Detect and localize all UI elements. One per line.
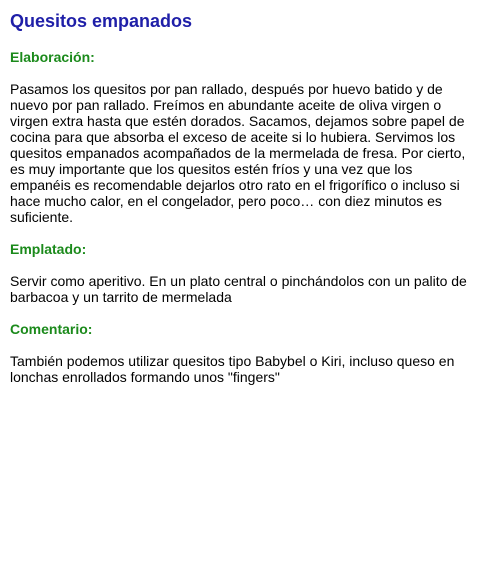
page-title: Quesitos empanados — [10, 11, 193, 31]
section-heading-emplatado: Emplatado: — [10, 241, 87, 257]
section-elaboracion — [10, 49, 473, 225]
section-heading-comentario: Comentario: — [10, 321, 93, 337]
section-emplatado — [10, 241, 473, 305]
section-text-elaboracion: Pasamos los quesitos por pan rallado, después por huevo batido y de nuevo por pan rallado. Freímos en abundante aceite de oliva virgen o virgen extra hasta que estén dorados. Sacamos, dejamos sobre papel de cocina para que absorba el exceso de aceite si lo hubiera. Servimos los quesitos empanados acompañados de la mermelada de fresa. Por cierto, es muy importante que los quesitos estén fríos y una vez que los empanéis es recomendable dejarlos otro rato en el frigorífico o incluso si hace mucho calor, en el congelador, pero poco… con diez minutos es suficiente. — [10, 81, 466, 225]
section-heading-elaboracion: Elaboración: — [10, 49, 95, 65]
section-text-emplatado: Servir como aperitivo. En un plato central o pinchándolos con un palito de barbacoa y un tarrito de mermelada — [10, 273, 467, 305]
section-comentario — [10, 321, 473, 385]
section-text-comentario: También podemos utilizar quesitos tipo Babybel o Kiri, incluso queso en lonchas enrollados formando unos "fingers" — [10, 353, 455, 385]
